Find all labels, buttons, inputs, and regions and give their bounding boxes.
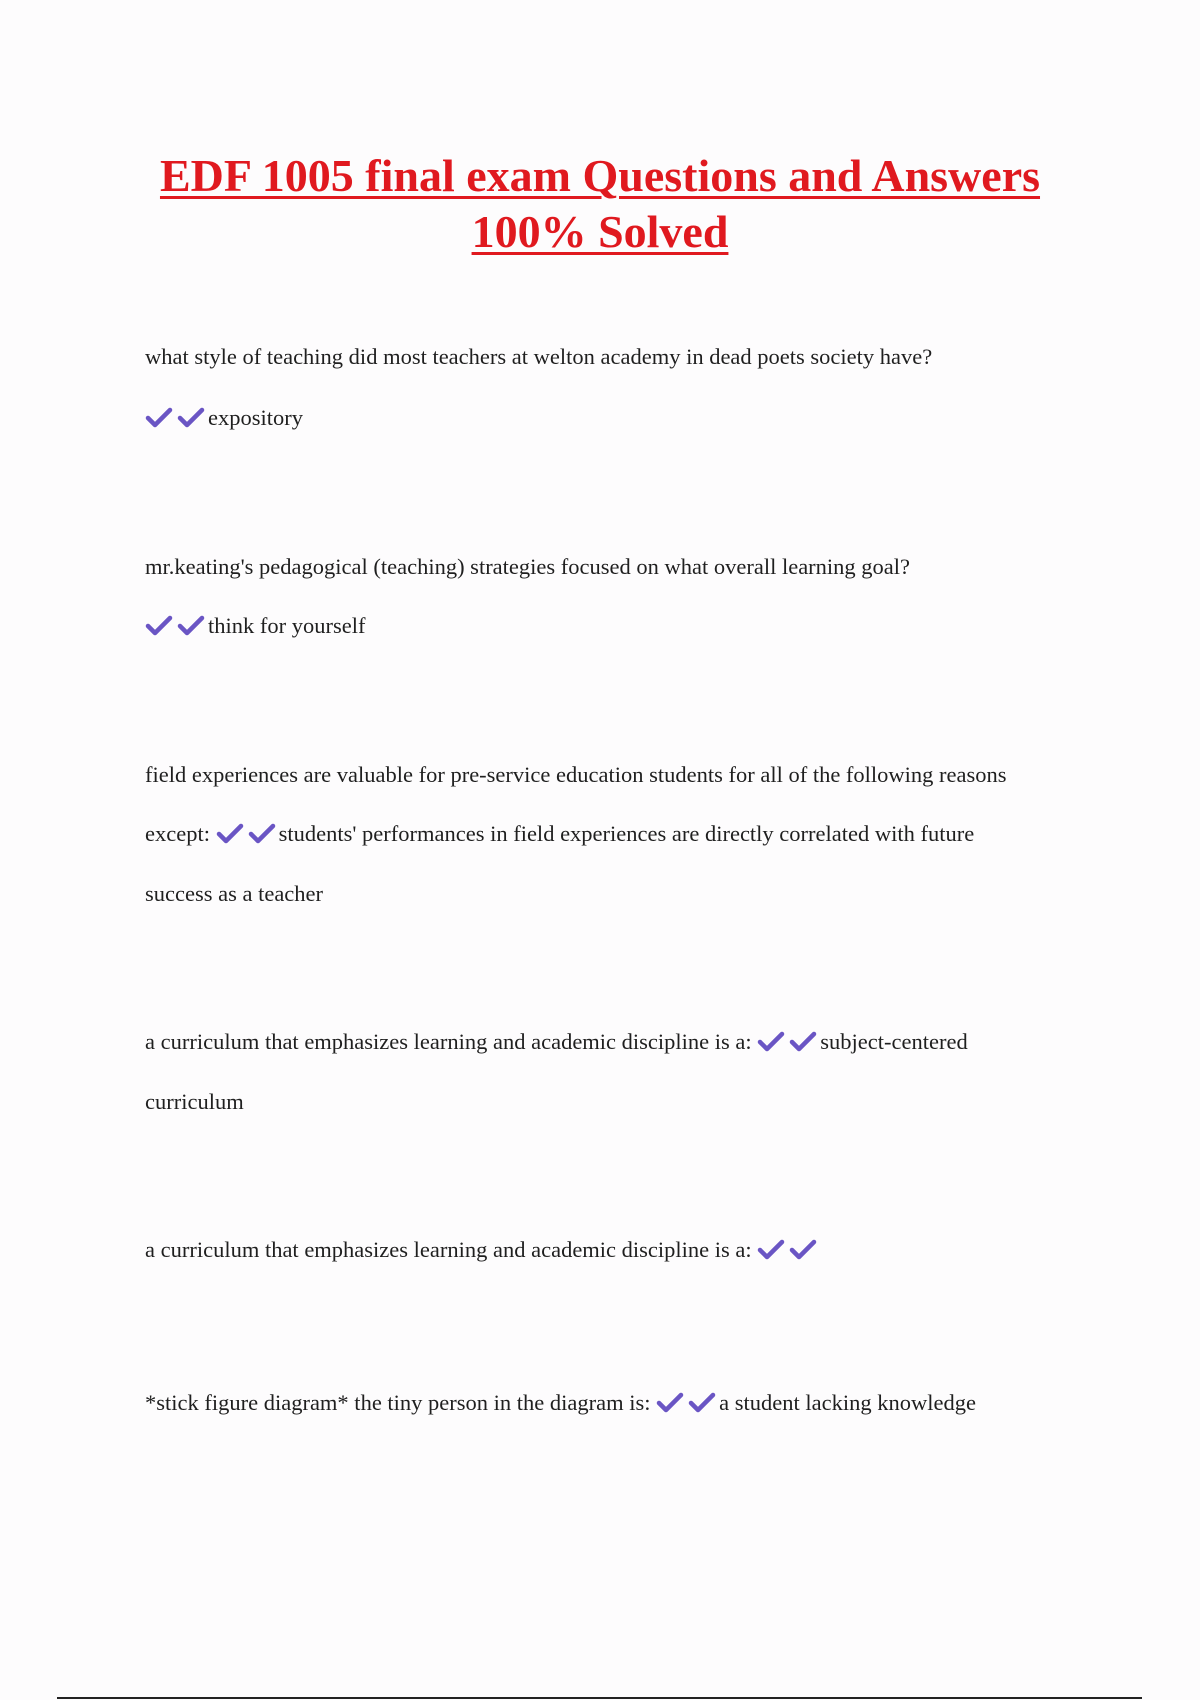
double-checkmark-icon [145,404,205,432]
double-checkmark-icon [757,1028,817,1056]
checkmark-icon [177,614,205,636]
answer-4-line-2: curriculum [145,1089,244,1114]
question-6-row [145,1389,976,1417]
answer-3-line-2: success as a teacher [145,881,324,906]
checkmark-icon [656,1391,684,1413]
question-2: mr.keating's pedagogical (teaching) strategies focused on what overall learning goal? [145,554,911,579]
question-3-line-1: field experiences are valuable for pre-service education students for all of the following reasons [145,762,1007,787]
page-bottom-rule [57,1697,1142,1699]
answer-4-line-1: subject-centered [820,1029,968,1054]
checkmark-icon [145,406,173,428]
answer-1-row [145,404,303,432]
title-line-2: 100% Solved [471,206,729,257]
checkmark-icon [789,1238,817,1260]
checkmark-icon [757,1030,785,1052]
question-5: a curriculum that emphasizes learning and academic discipline is a: [145,1237,752,1262]
answer-2: think for yourself [208,613,366,638]
document-title [100,148,1100,260]
checkmark-icon [688,1391,716,1413]
checkmark-icon [248,822,276,844]
answer-6: a student lacking knowledge [719,1390,976,1415]
question-6: *stick figure diagram* the tiny person in the diagram is: [145,1390,651,1415]
double-checkmark-icon [145,612,205,640]
question-5-row [145,1236,820,1264]
checkmark-icon [789,1030,817,1052]
double-checkmark-icon [757,1236,817,1264]
question-1: what style of teaching did most teachers at welton academy in dead poets society have? [145,344,933,369]
answer-1: expository [208,405,303,430]
checkmark-icon [177,406,205,428]
checkmark-icon [145,614,173,636]
question-4: a curriculum that emphasizes learning and academic discipline is a: [145,1029,752,1054]
double-checkmark-icon [216,820,276,848]
checkmark-icon [216,822,244,844]
checkmark-icon [757,1238,785,1260]
question-4-row [145,1028,968,1056]
answer-2-row [145,612,365,640]
answer-3-line-1: students' performances in field experiences are directly correlated with future [278,821,975,846]
question-3-line-2: except: [145,821,210,846]
double-checkmark-icon [656,1389,716,1417]
question-3-line-2-row [145,820,974,848]
title-line-1: EDF 1005 final exam Questions and Answers [159,150,1041,201]
